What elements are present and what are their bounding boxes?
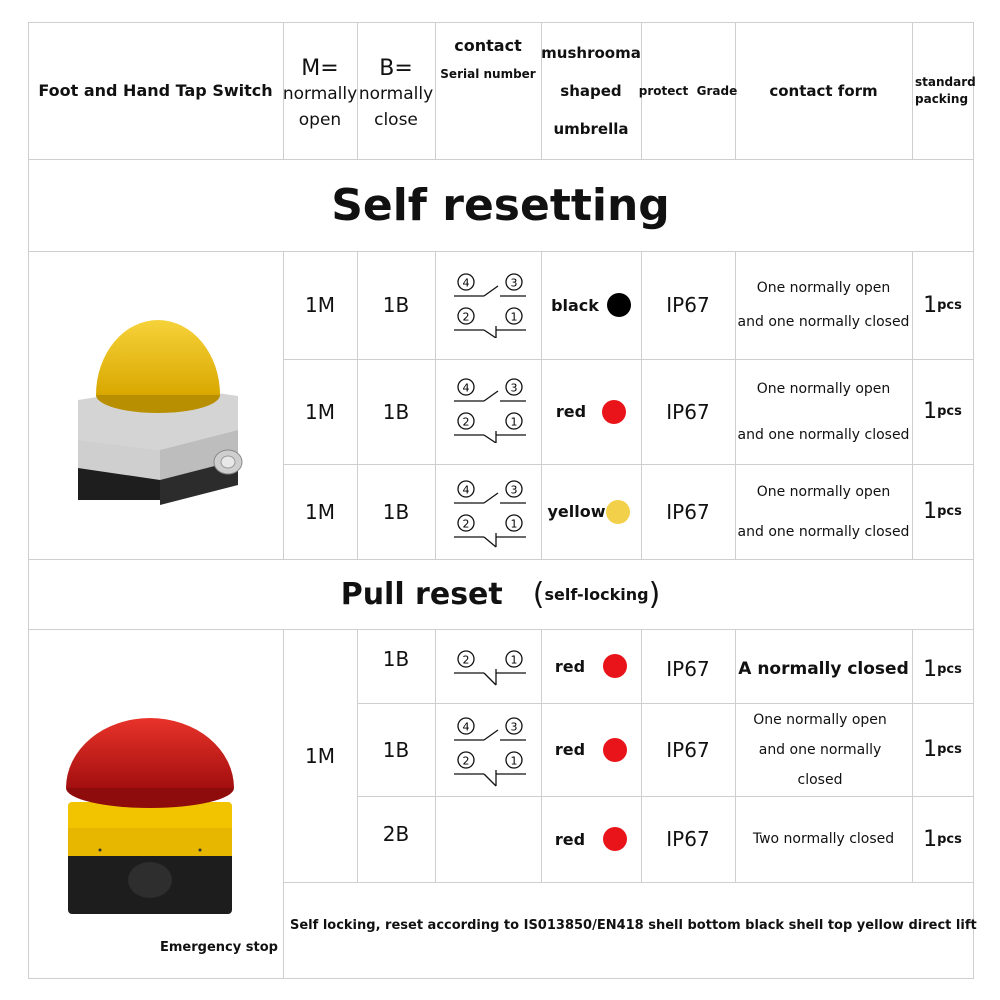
row5-form	[735, 703, 905, 796]
row5-form2: and one normally closed	[758, 741, 882, 788]
row4-qty: 1	[923, 656, 938, 682]
contact-diagram-no-nc	[448, 268, 528, 338]
row3-form	[735, 464, 912, 559]
contact-diagram-nc	[448, 645, 528, 690]
header-contact-label: contact	[454, 36, 522, 55]
row2-form	[735, 359, 912, 464]
row2-color	[541, 359, 641, 464]
row6-unit: pcs	[937, 831, 962, 847]
row1-grade: IP67	[666, 293, 710, 317]
row1-form1: One normally open	[756, 280, 891, 296]
terminal-4-label: 4	[462, 720, 470, 734]
section2-subtitle: self-locking	[544, 584, 649, 604]
terminal-1-label: 1	[510, 754, 518, 768]
row6-color-name: red	[554, 829, 586, 849]
row2-packing	[912, 359, 973, 464]
header-mush3: umbrella	[553, 119, 629, 138]
section2-paren-close: )	[648, 576, 661, 612]
terminal-3	[506, 274, 522, 290]
terminal-3-label: 3	[510, 483, 518, 497]
footer-note: Self locking, reset according to IS013850/EN418 shell bottom black shell top yellow direct lift	[290, 918, 977, 933]
row2-m: 1M	[305, 399, 335, 424]
header-m	[283, 22, 357, 159]
row1-packing	[912, 251, 973, 359]
row5-grade: IP67	[666, 737, 710, 762]
red-dot-icon	[602, 400, 626, 424]
row-divider	[283, 882, 974, 883]
terminal-1	[506, 752, 522, 768]
header-protect-label: protect Grade	[638, 83, 738, 98]
header-b	[357, 22, 435, 159]
header-packing1: standard	[915, 75, 976, 89]
terminal-1-label: 1	[510, 415, 518, 429]
header-m-desc2: open	[298, 110, 342, 130]
section-title-self-resetting	[28, 159, 973, 251]
header-m-title: M=	[301, 56, 339, 81]
row4-b: 1B	[382, 647, 410, 671]
terminal-1	[506, 651, 522, 667]
terminal-1-label: 1	[510, 310, 518, 324]
red-dot-icon	[603, 654, 627, 678]
terminal-3	[506, 718, 522, 734]
terminal-1	[506, 308, 522, 324]
contact-diagram-no-nc	[448, 712, 528, 792]
row3-unit: pcs	[937, 504, 962, 519]
row3-grade: IP67	[666, 499, 710, 524]
section2-paren-open: (	[532, 576, 545, 612]
row2-unit: pcs	[937, 404, 962, 419]
terminal-3	[506, 481, 522, 497]
row4-color	[541, 629, 641, 703]
header-contact	[435, 22, 541, 159]
terminal-2-label: 2	[462, 653, 470, 667]
terminal-2	[458, 413, 474, 429]
terminal-4-label: 4	[462, 381, 470, 395]
row3-b: 1B	[382, 499, 410, 524]
terminal-2	[458, 308, 474, 324]
row1-unit: pcs	[937, 297, 962, 313]
red-dot-icon	[603, 738, 627, 762]
terminal-4	[458, 718, 474, 734]
terminal-1-label: 1	[510, 517, 518, 531]
row6-qty: 1	[923, 826, 938, 852]
header-contact-form-label: contact form	[769, 81, 878, 100]
black-dot-icon	[607, 293, 631, 317]
terminal-2	[458, 651, 474, 667]
header-b-desc2: close	[374, 110, 418, 130]
row1-b: 1B	[382, 293, 410, 317]
row4-color-name: red	[554, 656, 586, 676]
row3-packing	[912, 464, 973, 559]
contact-diagram-no-nc	[448, 475, 528, 555]
row1-form	[735, 251, 912, 359]
header-m-desc1: normally	[282, 84, 358, 104]
row6-b: 2B	[382, 822, 410, 846]
row4-form: A normally closed	[738, 659, 909, 679]
row1-qty: 1	[923, 292, 938, 318]
terminal-4	[458, 274, 474, 290]
row5-b: 1B	[382, 737, 410, 762]
header-mushroom	[541, 22, 641, 159]
red-emergency-stop-switch-image	[60, 710, 240, 920]
row1-color	[541, 251, 641, 359]
row3-m: 1M	[305, 499, 335, 524]
table-border-bottom	[28, 978, 974, 979]
row5-color	[541, 703, 641, 796]
row4-grade: IP67	[666, 657, 710, 681]
col-divider	[435, 629, 436, 882]
section2-title: Pull reset	[340, 576, 503, 612]
terminal-2-label: 2	[462, 310, 470, 324]
terminal-4	[458, 379, 474, 395]
terminal-4-label: 4	[462, 483, 470, 497]
row1-color-name: black	[551, 295, 599, 315]
row1-m: 1M	[305, 293, 335, 317]
terminal-3	[506, 379, 522, 395]
yellow-dot-icon	[606, 500, 630, 524]
row6-grade: IP67	[666, 827, 710, 851]
row6-packing	[912, 796, 973, 882]
terminal-2-label: 2	[462, 517, 470, 531]
table-border-right	[973, 22, 974, 979]
header-b-title: B=	[379, 56, 413, 81]
terminal-1-label: 1	[510, 653, 518, 667]
terminal-3-label: 3	[510, 381, 518, 395]
header-product	[28, 22, 283, 159]
row3-color	[536, 464, 641, 559]
terminal-3-label: 3	[510, 720, 518, 734]
terminal-2	[458, 515, 474, 531]
row1-form2: and one normally closed	[737, 314, 910, 330]
emergency-stop-label: Emergency stop	[160, 940, 278, 955]
row3-qty: 1	[923, 499, 938, 524]
section-title-pull-reset	[28, 559, 973, 629]
header-packing	[912, 22, 976, 159]
row5-unit: pcs	[937, 742, 962, 757]
section1-title-text: Self resetting	[331, 179, 670, 231]
row5-qty: 1	[923, 737, 938, 762]
row4-packing	[912, 629, 973, 709]
row2-color-name: red	[555, 402, 587, 421]
terminal-2-label: 2	[462, 754, 470, 768]
row2-qty: 1	[923, 399, 938, 424]
terminal-2-label: 2	[462, 415, 470, 429]
row2-grade: IP67	[666, 399, 710, 424]
row4-unit: pcs	[937, 661, 962, 677]
terminal-2	[458, 752, 474, 768]
contact-diagram-no-nc	[448, 373, 528, 443]
row2-b: 1B	[382, 399, 410, 424]
header-b-desc1: normally	[358, 84, 434, 104]
row2-form2: and one normally closed	[737, 426, 910, 443]
terminal-4	[458, 481, 474, 497]
header-serial-label: Serial number	[440, 67, 536, 81]
yellow-mushroom-switch-image	[60, 300, 260, 510]
terminal-3-label: 3	[510, 276, 518, 290]
terminal-1	[506, 413, 522, 429]
header-product-label: Foot and Hand Tap Switch	[38, 81, 273, 100]
terminal-4-label: 4	[462, 276, 470, 290]
row6-color	[541, 796, 641, 882]
row2-form1: One normally open	[756, 380, 891, 397]
red-dot-icon	[603, 827, 627, 851]
header-protect	[638, 22, 738, 159]
row5-packing	[912, 703, 973, 796]
header-mush2: shaped	[560, 81, 622, 100]
section2-m: 1M	[305, 743, 335, 768]
header-contact-form	[735, 22, 912, 159]
header-mush1: mushrooma	[541, 43, 641, 62]
row3-form1: One normally open	[756, 483, 891, 500]
row3-form2: and one normally closed	[737, 523, 910, 540]
row5-form1: One normally open	[753, 711, 887, 728]
col-divider	[435, 251, 436, 559]
row3-color-name: yellow	[547, 502, 606, 521]
row6-form: Two normally closed	[752, 831, 895, 847]
terminal-1	[506, 515, 522, 531]
header-packing2: packing	[915, 92, 969, 106]
row5-color-name: red	[554, 740, 586, 759]
